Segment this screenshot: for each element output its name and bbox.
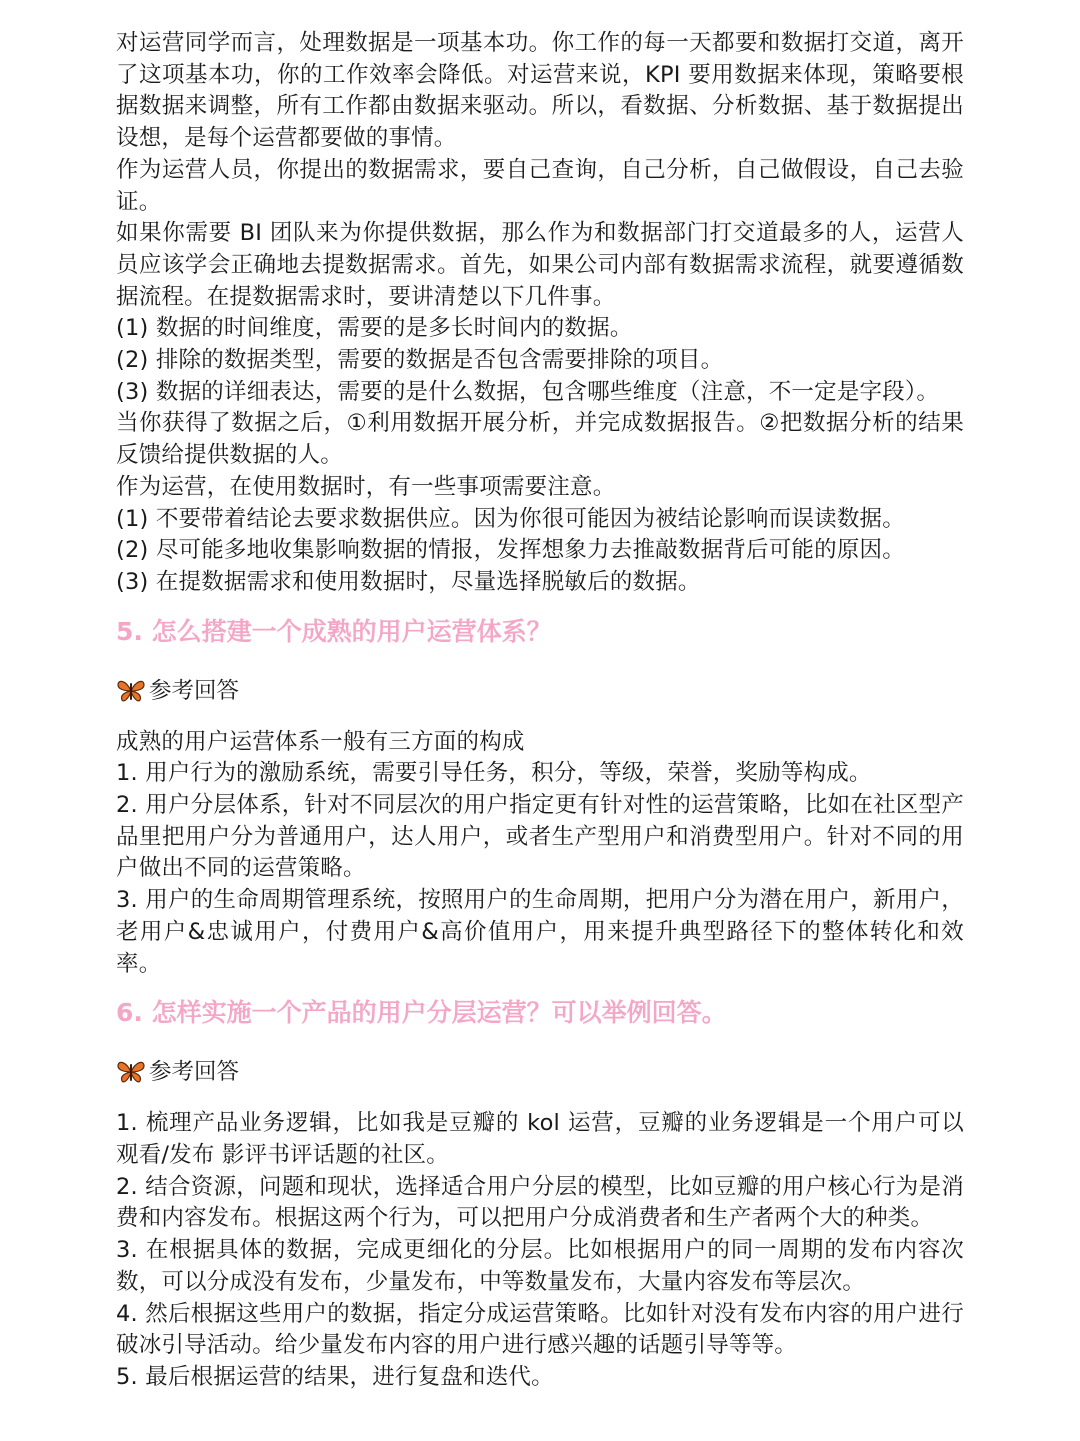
butterfly-icon — [116, 678, 146, 704]
list-item: (2) 排除的数据类型，需要的数据是否包含需要排除的项目。 — [116, 347, 724, 374]
list-item: 2. 结合资源，问题和现状，选择适合用户分层的模型，比如豆瓣的用户核心行为是消费和内容发布。根据这两个行为，可以把用户分成消费者和生产者两个大的种类。 — [116, 1173, 964, 1232]
list-item: (3) 在提数据需求和使用数据时，尽量选择脱敏后的数据。 — [116, 568, 701, 595]
section-5-body — [116, 727, 964, 981]
list-item: (3) 数据的详细表达，需要的是什么数据，包含哪些维度（注意，不一定是字段）。 — [116, 378, 940, 405]
paragraph: 当你获得了数据之后，①利用数据开展分析，并完成数据报告。②把数据分析的结果反馈给提供数据的人。 — [116, 410, 964, 469]
list-item: 4. 然后根据这些用户的数据，指定分成运营策略。比如针对没有发布内容的用户进行破冰引导活动。给少量发布内容的用户进行感兴趣的话题引导等等。 — [116, 1300, 964, 1359]
section-6-body — [116, 1108, 964, 1393]
answer-label — [116, 675, 964, 707]
butterfly-icon — [116, 1059, 146, 1085]
section-5-heading: 5. 怎么搭建一个成熟的用户运营体系？ — [116, 616, 552, 646]
list-item: 2. 用户分层体系，针对不同层次的用户指定更有针对性的运营策略，比如在社区型产品里把用户分为普通用户，达人用户，或者生产型用户和消费型用户。针对不同的用户做出不同的运营策略。 — [116, 792, 964, 882]
list-item: 5. 最后根据运营的结果，进行复盘和迭代。 — [116, 1363, 554, 1390]
list-item: 3. 在根据具体的数据，完成更细化的分层。比如根据用户的同一周期的发布内容次数，可以分成没有发布，少量发布，中等数量发布，大量内容发布等层次。 — [116, 1237, 964, 1295]
paragraph: 如果你需要 BI 团队来为你提供数据，那么作为和数据部门打交道最多的人，运营人员应该学会正确地去提数据需求。首先，如果公司内部有数据需求流程，就要遵循数据流程。在提数据需求时，要讲清楚以下几件事。 — [116, 220, 964, 310]
answer-label-text: 参考回答 — [149, 677, 240, 704]
list-item: 1. 梳理产品业务逻辑，比如我是豆瓣的 kol 运营，豆瓣的业务逻辑是一个用户可以观看/发布 影评书评话题的社区。 — [116, 1110, 964, 1168]
list-item: (1) 数据的时间维度，需要的是多长时间内的数据。 — [116, 315, 633, 342]
section-6-heading: 6. 怎样实施一个产品的用户分层运营？可以举例回答。 — [116, 998, 727, 1028]
list-item: 3. 用户的生命周期管理系统，按照用户的生命周期，把用户分为潜在用户，新用户，老用户&忠诚用户，付费用户&高价值用户，用来提升典型路径下的整体转化和效率。 — [116, 887, 964, 977]
section-4-body — [116, 28, 964, 599]
article — [116, 28, 964, 1394]
paragraph: 对运营同学而言，处理数据是一项基本功。你工作的每一天都要和数据打交道，离开了这项基本功，你的工作效率会降低。对运营来说，KPI 要用数据来体现，策略要根据数据来调整，所有工作都由数据来驱动。所以，看数据、分析数据、基于数据提出设想，是每个运营都要做的事情。 — [116, 30, 964, 152]
list-item: (2) 尽可能多地收集影响数据的情报，发挥想象力去推敲数据背后可能的原因。 — [116, 537, 905, 564]
answer-label — [116, 1056, 964, 1088]
answer-label-text: 参考回答 — [149, 1059, 240, 1086]
list-item: 1. 用户行为的激励系统，需要引导任务，积分，等级，荣誉，奖励等构成。 — [116, 760, 872, 787]
list-item: (1) 不要带着结论去要求数据供应。因为你很可能因为被结论影响而误读数据。 — [116, 505, 905, 532]
paragraph: 成熟的用户运营体系一般有三方面的构成 — [116, 728, 525, 755]
paragraph: 作为运营人员，你提出的数据需求，要自己查询，自己分析，自己做假设，自己去验证。 — [116, 156, 964, 215]
paragraph: 作为运营，在使用数据时，有一些事项需要注意。 — [116, 473, 616, 500]
